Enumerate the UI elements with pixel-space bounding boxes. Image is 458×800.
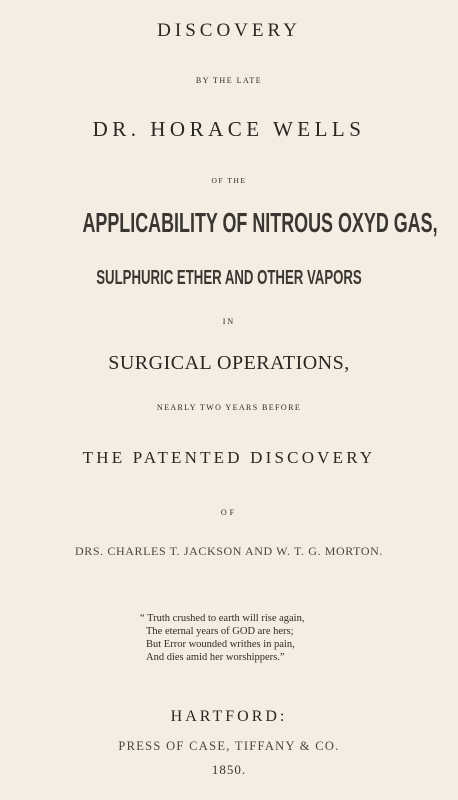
in-line: IN <box>222 317 236 326</box>
patented-discovery-heading: THE PATENTED DISCOVERY <box>82 448 376 467</box>
nearly-two-years-line: NEARLY TWO YEARS BEFORE <box>156 403 302 412</box>
imprint-place: HARTFORD: <box>170 708 288 725</box>
surgical-operations-heading: SURGICAL OPERATIONS, <box>108 352 350 374</box>
of-line: OF <box>220 508 238 517</box>
imprint-press: PRESS OF CASE, TIFFANY & CO. <box>118 739 340 753</box>
epigraph-line: “ Truth crushed to earth will rise again, <box>140 613 305 624</box>
epigraph-line: And dies amid her worshippers.” <box>146 652 285 663</box>
epigraph-line: But Error wounded writhes in pain, <box>146 639 295 650</box>
sulphuric-ether-heading: SULPHURIC ETHER AND OTHER VAPORS <box>96 267 362 289</box>
title-discovery: DISCOVERY <box>157 20 301 41</box>
applicability-heading: APPLICABILITY OF NITROUS OXYD GAS, <box>82 207 438 238</box>
author-name: DR. HORACE WELLS <box>92 117 366 141</box>
imprint-year: 1850. <box>211 762 247 777</box>
epigraph-line: The eternal years of GOD are hers; <box>146 626 294 637</box>
of-the-line: OF THE <box>211 176 247 185</box>
by-the-late-line: BY THE LATE <box>195 76 263 85</box>
epigraph <box>140 612 380 664</box>
doctors-names-line: DRS. CHARLES T. JACKSON AND W. T. G. MORTON. <box>75 544 383 558</box>
